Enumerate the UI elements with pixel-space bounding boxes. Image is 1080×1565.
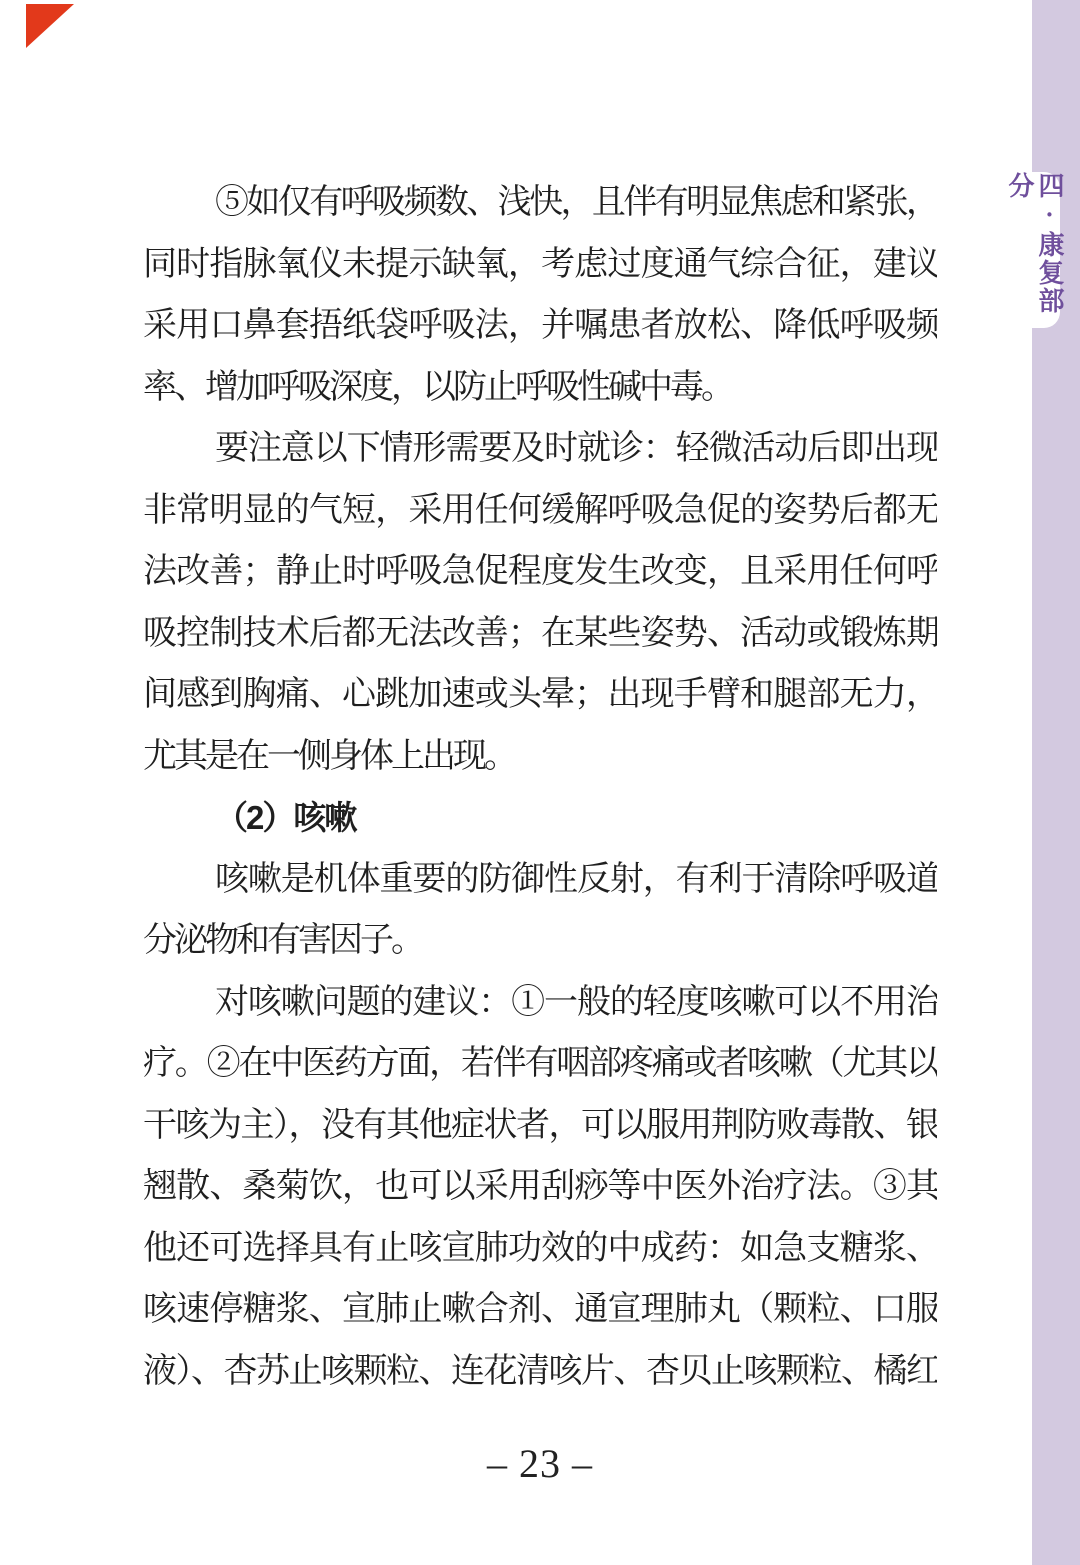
- text-line: 吸控制技术后都无法改善；在某些姿势、活动或锻炼期: [143, 614, 937, 652]
- text-line: 同时指脉氧仪未提示缺氧，考虑过度通气综合征，建议: [143, 245, 937, 283]
- section-heading: （2）咳嗽: [215, 799, 356, 836]
- text-line: 干咳为主），没有其他症状者，可以服用荆防败毒散、银: [143, 1106, 937, 1144]
- text-line: ⑤如仅有呼吸频数、浅快，且伴有明显焦虑和紧张，: [215, 184, 937, 221]
- text-line: 液）、杏苏止咳颗粒、连花清咳片、杏贝止咳颗粒、橘红: [143, 1352, 937, 1390]
- text-line: 法改善；静止时呼吸急促程度发生改变，且采用任何呼: [143, 553, 937, 590]
- text-line: 疗。②在中医药方面，若伴有咽部疼痛或者咳嗽（尤其以: [143, 1045, 937, 1082]
- page-number: – 23 –: [487, 1441, 593, 1486]
- text-line: 咳嗽是机体重要的防御性反射，有利于清除呼吸道: [215, 860, 937, 898]
- text-line: 翘散、桑菊饮，也可以采用刮痧等中医外治疗法。③其: [143, 1168, 937, 1205]
- text-line: 采用口鼻套捂纸袋呼吸法，并嘱患者放松、降低呼吸频: [143, 307, 937, 344]
- text-line: 分泌物和有害因子。: [143, 922, 422, 959]
- section-tab-label: 四·康复部分: [1005, 172, 1064, 315]
- text-line: 率、增加呼吸深度，以防止呼吸性碱中毒。: [143, 368, 732, 406]
- body-text: [143, 172, 937, 1402]
- text-line: 尤其是在一侧身体上出现。: [143, 737, 515, 775]
- text-line: 要注意以下情形需要及时就诊：轻微活动后即出现: [215, 430, 937, 467]
- text-line: 非常明显的气短，采用任何缓解呼吸急促的姿势后都无: [143, 491, 937, 529]
- text-line: 对咳嗽问题的建议：①一般的轻度咳嗽可以不用治: [215, 983, 937, 1021]
- text-line: 他还可选择具有止咳宣肺功效的中成药：如急支糖浆、: [143, 1229, 937, 1267]
- section-tab: [1005, 172, 1064, 328]
- text-line: 间感到胸痛、心跳加速或头晕；出现手臂和腿部无力，: [143, 676, 937, 713]
- text-line: 咳速停糖浆、宣肺止嗽合剂、通宣理肺丸（颗粒、口服: [143, 1291, 937, 1328]
- corner-triangle-decoration: [26, 4, 74, 48]
